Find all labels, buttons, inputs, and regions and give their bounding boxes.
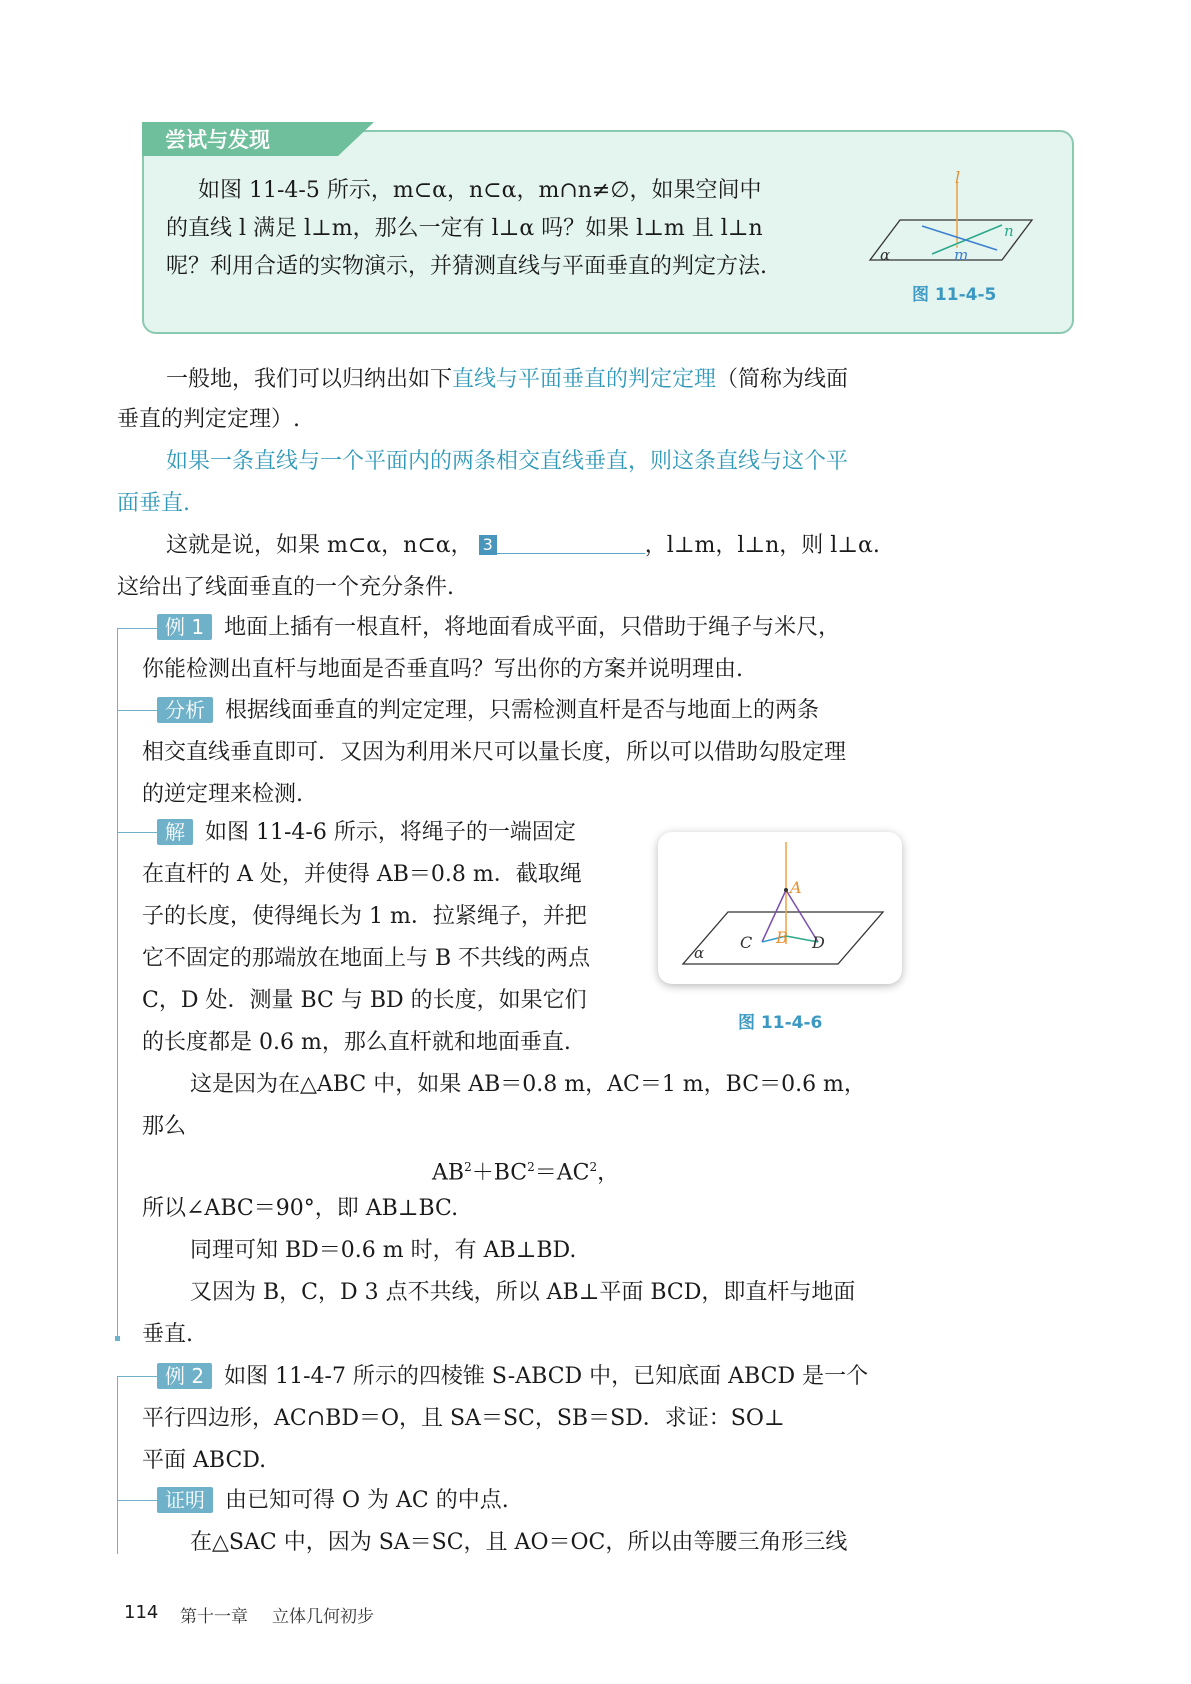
example2-tag: 例 2 xyxy=(157,1363,212,1389)
solution-end-mark xyxy=(115,1336,120,1341)
figure-caption-11-4-5: 图 11-4-5 xyxy=(912,285,997,305)
proof-bracket-tick xyxy=(117,1500,157,1501)
restate-line-2: 这给出了线面垂直的一个充分条件. xyxy=(117,575,454,600)
blank-number-badge: 3 xyxy=(479,535,497,555)
example1-bracket-top xyxy=(117,628,157,629)
chapter-label: 第十一章 xyxy=(180,1607,248,1627)
intro-text-tail: （简称为线面 xyxy=(716,367,849,392)
box-text-line-3: 呢？利用合适的实物演示，并猜测直线与平面垂直的判定方法. xyxy=(166,254,767,279)
analysis-text: 根据线面垂直的判定定理，只需检测直杆是否与地面上的两条 xyxy=(225,698,820,723)
fig1-label-alpha: α xyxy=(880,246,891,264)
formula-comma: ， xyxy=(597,1160,620,1186)
proof-text: 由已知可得 O 为 AC 的中点. xyxy=(225,1488,509,1513)
formula-exp-3: 2 xyxy=(589,1160,598,1174)
fig2-label-B: B xyxy=(776,928,788,947)
fig2-label-alpha: α xyxy=(694,944,705,962)
solution-line-6: 的长度都是 0.6 m，那么直杆就和地面垂直. xyxy=(142,1030,571,1055)
formula-exp-2: 2 xyxy=(527,1160,535,1174)
figure-caption-11-4-6: 图 11-4-6 xyxy=(738,1013,823,1033)
analysis-bracket-tick xyxy=(117,710,157,711)
analysis-line-1 xyxy=(157,696,819,726)
solution-line-10: 同理可知 BD＝0.6 m 时，有 AB⊥BD. xyxy=(190,1238,577,1263)
intro-text: 一般地，我们可以归纳出如下 xyxy=(166,367,453,392)
intro-line-1 xyxy=(166,365,848,395)
example1-line-2: 你能检测出直杆与地面是否垂直吗？写出你的方案并说明理由. xyxy=(142,657,743,682)
example2-text: 如图 11-4-7 所示的四棱锥 S-ABCD 中，已知底面 ABCD 是一个 xyxy=(224,1364,869,1389)
solution-line-4: 它不固定的那端放在地面上与 B 不共线的两点 xyxy=(142,946,591,971)
formula xyxy=(432,1152,619,1188)
theorem-name: 直线与平面垂直的判定定理 xyxy=(452,367,717,392)
example2-line-3: 平面 ABCD. xyxy=(142,1448,267,1473)
restate-line-1 xyxy=(166,531,880,561)
theorem-line-1: 如果一条直线与一个平面内的两条相交直线垂直，则这条直线与这个平 xyxy=(166,449,849,474)
example1-line-1 xyxy=(157,613,840,643)
formula-ac: ＝AC xyxy=(534,1160,590,1186)
fig2-label-D: D xyxy=(812,933,825,952)
example1-text: 地面上插有一根直杆，将地面看成平面，只借助于绳子与米尺， xyxy=(224,615,841,640)
intro-line-2: 垂直的判定定理）. xyxy=(117,407,300,432)
solution-line-7: 这是因为在△ABC 中，如果 AB＝0.8 m，AC＝1 m，BC＝0.6 m， xyxy=(190,1072,866,1097)
solution-tag: 解 xyxy=(157,819,193,845)
formula-ab: AB xyxy=(432,1160,465,1186)
example2-bracket xyxy=(117,1376,118,1554)
point-A xyxy=(784,888,788,892)
solution-line-8: 那么 xyxy=(142,1114,187,1139)
formula-exp-1: 2 xyxy=(464,1160,472,1174)
proof-line-1 xyxy=(157,1486,509,1516)
proof-line-2: 在△SAC 中，因为 SA＝SC，且 AO＝OC，所以由等腰三角形三线 xyxy=(190,1530,848,1555)
fig1-label-l: l xyxy=(955,168,961,187)
analysis-tag: 分析 xyxy=(157,697,213,723)
example2-line-1 xyxy=(157,1362,868,1392)
fig2-label-A: A xyxy=(790,878,802,897)
solution-line-9: 所以∠ABC＝90°，即 AB⊥BC. xyxy=(142,1196,459,1221)
solution-bracket-tick xyxy=(117,832,157,833)
box-text-line-2: 的直线 l 满足 l⊥m，那么一定有 l⊥α 吗？如果 l⊥m 且 l⊥n xyxy=(166,216,763,241)
fill-in-blank[interactable] xyxy=(497,533,645,554)
example1-tag: 例 1 xyxy=(157,614,212,640)
solution-line-12: 垂直. xyxy=(142,1322,193,1347)
page-number: 114 xyxy=(124,1602,159,1623)
analysis-line-3: 的逆定理来检测. xyxy=(142,782,303,807)
box-title: 尝试与发现 xyxy=(165,128,270,152)
restate-text: 这就是说，如果 m⊂α，n⊂α， xyxy=(166,533,473,558)
solution-line-2: 在直杆的 A 处，并使得 AB＝0.8 m．截取绳 xyxy=(142,862,582,887)
formula-bc: ＋BC xyxy=(471,1160,528,1186)
example2-bracket-top xyxy=(117,1376,157,1377)
fig2-label-C: C xyxy=(740,933,753,952)
fig1-label-n: n xyxy=(1004,222,1014,240)
analysis-line-2: 相交直线垂直即可．又因为利用米尺可以量长度，所以可以借助勾股定理 xyxy=(142,740,847,765)
solution-text: 如图 11-4-6 所示，将绳子的一端固定 xyxy=(205,820,576,845)
example1-bracket xyxy=(117,628,118,1338)
solution-line-11: 又因为 B，C，D 3 点不共线，所以 AB⊥平面 BCD，即直杆与地面 xyxy=(190,1280,856,1305)
section-label: 立体几何初步 xyxy=(272,1607,374,1627)
theorem-line-2: 面垂直. xyxy=(117,491,190,516)
example2-line-2: 平行四边形，AC∩BD＝O，且 SA＝SC，SB＝SD．求证：SO⊥ xyxy=(142,1406,785,1431)
fig1-label-m: m xyxy=(954,246,969,264)
box-text-line-1: 如图 11-4-5 所示，m⊂α，n⊂α，m∩n≠∅，如果空间中 xyxy=(198,178,762,203)
proof-tag: 证明 xyxy=(157,1487,213,1513)
solution-line-5: C，D 处．测量 BC 与 BD 的长度，如果它们 xyxy=(142,988,587,1013)
restate-text-tail: ，l⊥m，l⊥n，则 l⊥α. xyxy=(644,533,880,558)
solution-line-1 xyxy=(157,818,576,848)
solution-line-3: 子的长度，使得绳长为 1 m．拉紧绳子，并把 xyxy=(142,904,587,929)
